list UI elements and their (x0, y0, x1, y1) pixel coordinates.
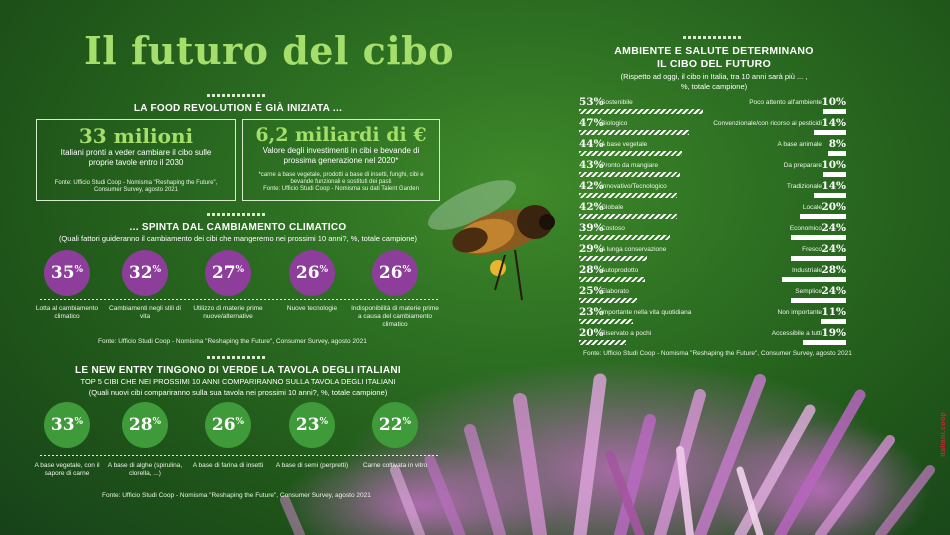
stat-source: Fonte: Ufficio Studi Coop - Nomisma su dati Talent Garden (263, 186, 419, 193)
attribute-label: Costoso (601, 225, 625, 232)
attribute-label: Pronto da mangiare (601, 162, 659, 169)
right-attribute-row (666, 306, 846, 328)
right-attribute-row (666, 201, 846, 223)
food-label-4: A base di semi (perpretti) (275, 462, 349, 469)
attribute-label: Biologico (601, 120, 628, 127)
attribute-label: Elaborato (601, 288, 629, 295)
dotted-line (40, 299, 440, 300)
section-divider (207, 94, 267, 97)
factor-circle-4: 26 % (289, 250, 335, 296)
section4-subtitle-line2: %, totale campione) (680, 82, 748, 91)
attribute-bar (579, 277, 645, 282)
attribute-label: Locale (802, 204, 822, 211)
attribute-label: Importante nella vita quotidiana (601, 309, 692, 316)
attribute-bar (800, 214, 846, 219)
section4-heading-line2: IL CIBO DEL FUTURO (656, 58, 772, 70)
attribute-bar (782, 277, 846, 282)
stat-box-investments (242, 119, 440, 201)
section4-heading-line1: AMBIENTE E SALUTE DETERMINANO (614, 45, 814, 57)
factor-label-4: Nuove tecnologie (286, 305, 338, 312)
attribute-percent: 11% (821, 306, 846, 318)
attribute-bar (579, 214, 677, 219)
right-attribute-row (666, 285, 846, 307)
attribute-bar (828, 151, 846, 156)
factor-circle-3: 27 % (205, 250, 251, 296)
attribute-percent: 20% (579, 327, 604, 339)
attribute-label: Autoprodotto (601, 267, 639, 274)
attribute-percent: 25% (579, 285, 604, 297)
attribute-label: A lunga conservazione (601, 246, 667, 253)
attribute-percent: 28% (579, 264, 604, 276)
attribute-label: Globale (601, 204, 624, 211)
section-divider (207, 356, 267, 359)
attribute-label: Non importante (777, 309, 822, 316)
food-circle-5: 22 % (372, 402, 418, 448)
section2-subtitle: (Quali fattori guideranno il cambiamento dei cibi che mangeremo nei prossimi 10 anni?, %, totale campione) (58, 234, 418, 243)
section2-source: Fonte: Ufficio Studi Coop - Nomisma "Reshaping the Future", Consumer Survey, agosto 2021 (98, 338, 367, 345)
food-circle-3: 26 % (205, 402, 251, 448)
attribute-bar (821, 319, 846, 324)
section4-source: Fonte: Ufficio Studi Coop - Nomisma "Reshaping the Future", Consumer Survey, agosto 2021 (583, 350, 852, 357)
right-attribute-row (666, 243, 846, 265)
attribute-percent: 24% (821, 222, 846, 234)
stat-box-italians (36, 119, 236, 201)
stat-source: Fonte: Ufficio Studi Coop - Nomisma "Reshaping the Future", Consumer Survey, agosto 2021 (54, 180, 218, 194)
attribute-percent: 53% (579, 96, 604, 108)
food-circle-1: 33 % (44, 402, 90, 448)
stat-text: Italiani pronti a veder cambiare il cibo sulle proprie tavole entro il 2030 (60, 148, 212, 167)
attribute-label: Economico (789, 225, 822, 232)
right-attribute-row (666, 264, 846, 286)
food-circle-2: 28 % (122, 402, 168, 448)
attribute-bar (803, 340, 846, 345)
right-attribute-row (666, 327, 846, 349)
factor-label-2: Cambiamenti negli stili di vita (109, 305, 181, 320)
attribute-bar (579, 340, 626, 345)
factor-label-1: Lotta al cambiamento climatico (35, 305, 99, 320)
section-divider (683, 36, 743, 39)
section3-source: Fonte: Ufficio Studi Coop - Nomisma "Reshaping the Future", Consumer Survey, agosto 2021 (102, 492, 371, 499)
attribute-bar (579, 193, 677, 198)
attribute-bar (791, 256, 846, 261)
attribute-bar (791, 298, 846, 303)
right-attribute-row (666, 138, 846, 160)
attribute-label: Accessibile a tutti (771, 330, 822, 337)
section3-subheading: TOP 5 CIBI CHE NEI PROSSIMI 10 ANNI COMPARIRANNO SULLA TAVOLA DEGLI ITALIANI (80, 377, 396, 386)
attribute-bar (579, 298, 637, 303)
attribute-label: A base vegetale (601, 141, 648, 148)
attribute-percent: 28% (821, 264, 846, 276)
section2-heading: ... SPINTA DAL CAMBIAMENTO CLIMATICO (129, 222, 347, 233)
attribute-percent: 14% (821, 117, 846, 129)
right-attribute-row (666, 96, 846, 118)
stat-text: Valore degli investimenti in cibi e bevande di prossima generazione nel 2020* (262, 146, 420, 165)
attribute-percent: 43% (579, 159, 604, 171)
stat-value: 33 milioni (78, 124, 194, 148)
attribute-percent: 24% (821, 285, 846, 297)
attribute-bar (823, 109, 846, 114)
right-attribute-row (666, 180, 846, 202)
food-label-5: Carne coltivata in vitro (362, 462, 428, 469)
bee-illustration (422, 170, 555, 300)
factor-circle-2: 32 % (122, 250, 168, 296)
food-label-3: A base di farina di insetti (192, 462, 264, 469)
right-attribute-row (666, 222, 846, 244)
attribute-percent: 20% (821, 201, 846, 213)
attribute-percent: 47% (579, 117, 604, 129)
attribute-percent: 42% (579, 201, 604, 213)
attribute-percent: 29% (579, 243, 604, 255)
dotted-line (40, 455, 440, 456)
attribute-percent: 42% (579, 180, 604, 192)
attribute-label: Sostenibile (601, 99, 633, 106)
factor-label-5: Indisponibilità di materie prime a causa del cambiamento climatico (351, 305, 439, 328)
attribute-label: A base animale (777, 141, 822, 148)
attribute-bar (814, 193, 846, 198)
section3-subtitle: (Quali nuovi cibi compariranno sulla sua tavola nei prossimi 10 anni?, %, totale campione) (88, 388, 388, 397)
attribute-bar (823, 172, 846, 177)
food-label-1: A base vegetale, con il sapore di carne (34, 462, 100, 477)
section-divider (207, 213, 267, 216)
right-attribute-row (666, 117, 846, 139)
attribute-bar (814, 130, 846, 135)
factor-circle-5: 26 % (372, 250, 418, 296)
attribute-percent: 10% (821, 96, 846, 108)
factor-circle-1: 35 % (44, 250, 90, 296)
page-title: Il futuro del cibo (84, 28, 455, 73)
attribute-label: Industriale (792, 267, 822, 274)
attribute-percent: 23% (579, 306, 604, 318)
attribute-label: Tradizionale (786, 183, 822, 190)
attribute-percent: 44% (579, 138, 604, 150)
attribute-percent: 24% (821, 243, 846, 255)
right-attribute-row (666, 159, 846, 181)
attribute-label: Poco attento all'ambiente (749, 99, 822, 106)
attribute-percent: 10% (821, 159, 846, 171)
section3-heading: LE NEW ENTRY TINGONO DI VERDE LA TAVOLA DEGLI ITALIANI (74, 365, 401, 376)
attribute-percent: 8% (828, 138, 846, 150)
food-label-2: A base di alghe (spirulina, clorella, ...) (107, 462, 183, 477)
attribute-label: Semplice (795, 288, 822, 295)
attribute-percent: 14% (821, 180, 846, 192)
attribute-bar (791, 235, 846, 240)
stat-note: *carne a base vegetale, prodotti a base di insetti, funghi, cibi e bevande funzionali e sostituti dei pasti (258, 172, 424, 186)
attribute-bar (579, 256, 647, 261)
section1-heading: LA FOOD REVOLUTION È GIÀ INIZIATA ... (133, 103, 343, 114)
attribute-label: Innovativo/Tecnologico (601, 183, 667, 190)
factor-label-3: Utilizzo di materie prime nuove/alternative (193, 305, 263, 320)
attribute-label: Convenzionale/con ricorso ai pesticidi (713, 120, 822, 127)
attribute-bar (579, 235, 670, 240)
side-credit: italiani.coop (940, 412, 947, 457)
stat-value: 6,2 miliardi di € (255, 124, 427, 146)
attribute-bar (579, 172, 680, 177)
attribute-label: Fresco (802, 246, 822, 253)
section4-subtitle-line1: (Rispetto ad oggi, il cibo in Italia, tra 10 anni sarà più ... , (620, 72, 808, 81)
food-circle-4: 23 % (289, 402, 335, 448)
attribute-label: Riservato a pochi (601, 330, 652, 337)
attribute-label: Da preparare (783, 162, 822, 169)
attribute-percent: 39% (579, 222, 604, 234)
attribute-percent: 19% (821, 327, 846, 339)
attribute-bar (579, 319, 633, 324)
